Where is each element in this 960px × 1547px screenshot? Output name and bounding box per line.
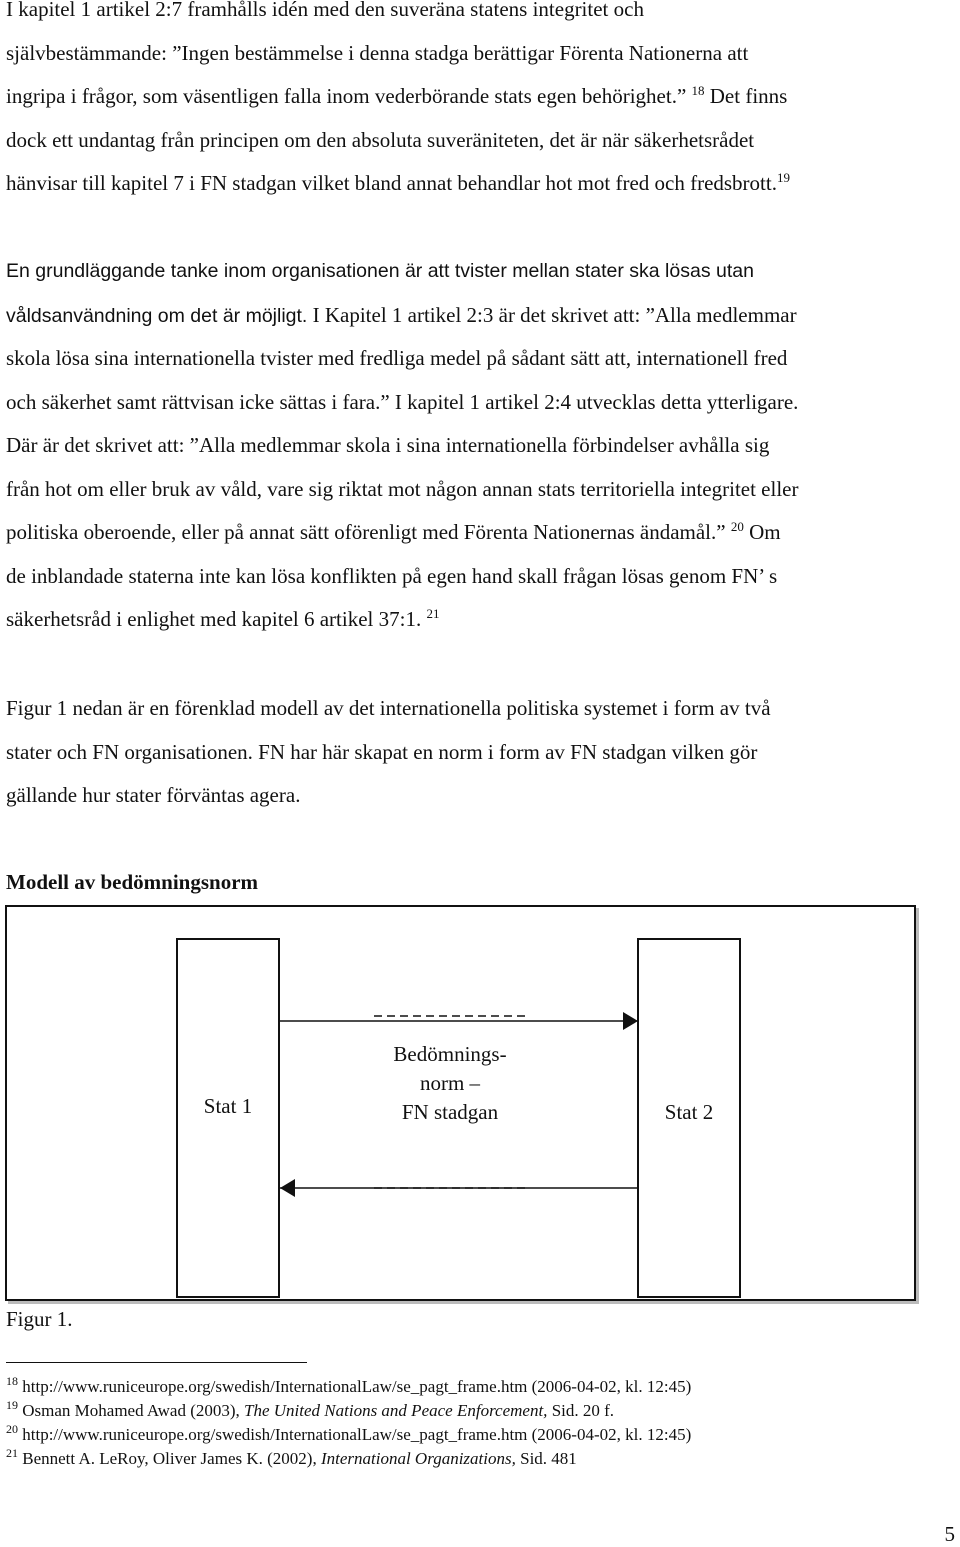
footnote-ref-20[interactable]: 20 xyxy=(730,519,744,534)
text-line xyxy=(6,75,958,119)
footnote-number: 18 xyxy=(6,1374,18,1388)
text-line xyxy=(6,598,958,642)
footnote-ref-19[interactable]: 19 xyxy=(776,170,790,185)
text-line xyxy=(6,511,958,555)
norm-label xyxy=(330,1040,570,1127)
text-line: En grundläggande tanke inom organisationen är att tvister mellan stater ska lösas utan xyxy=(6,260,754,282)
footnote-21 xyxy=(6,1447,577,1471)
text-line xyxy=(6,162,958,206)
norm-line: norm – xyxy=(419,1071,481,1095)
text-line xyxy=(6,294,958,338)
text-span: säkerhetsråd i enlighet med kapitel 6 artikel 37:1. xyxy=(6,607,422,631)
text-line: Figur 1 nedan är en förenklad modell av det internationella politiska systemet i form av två xyxy=(6,696,771,720)
text-span: hänvisar till kapitel 7 i FN stadgan vilket bland annat behandlar hot mot fred och fredsbrott. xyxy=(6,171,777,195)
text-line: självbestämmande: ”Ingen bestämmelse i denna stadga berättigar Förenta Nationerna att xyxy=(6,40,749,65)
footnote-text: Sid. 481 xyxy=(515,1449,577,1468)
footnote-text: Osman Mohamed Awad (2003), xyxy=(22,1401,245,1420)
paragraph-2 xyxy=(6,250,958,642)
text-line: och säkerhet samt rättvisan icke sättas i fara.” I kapitel 1 artikel 2:4 utvecklas detta ytterligare. xyxy=(6,389,799,414)
figure-heading: Modell av bedömningsnorm xyxy=(6,870,259,894)
paragraph-1 xyxy=(6,0,958,206)
text-line: de inblandade staterna inte kan lösa konflikten på egen hand skall frågan lösas genom FN’ s xyxy=(6,563,778,588)
footnote-number: 19 xyxy=(6,1398,18,1412)
text-span: våldsanvändning om det är möjligt. xyxy=(6,304,308,327)
text-line: gällande hur stater förväntas agera. xyxy=(6,783,301,807)
footnote-link[interactable]: http://www.runiceurope.org/swedish/InternationalLaw/se_pagt_frame.htm (2006-04-02, kl. 12:45) xyxy=(22,1377,692,1396)
footnote-number: 20 xyxy=(6,1422,18,1436)
footnote-title: The United Nations and Peace Enforcement, xyxy=(244,1401,548,1420)
footnote-number: 21 xyxy=(6,1446,18,1460)
text-span: politiska oberoende, eller på annat sätt oförenligt med Förenta Nationernas ändamål.” xyxy=(6,520,726,544)
norm-line: FN stadgan xyxy=(401,1100,499,1124)
text-line: skola lösa sina internationella tvister med fredliga medel på sådant sätt att, internationell fred xyxy=(6,346,788,370)
text-span: I Kapitel 1 artikel 2:3 är det skrivet att: ”Alla medlemmar xyxy=(307,302,797,327)
footnote-link[interactable]: http://www.runiceurope.org/swedish/InternationalLaw/se_pagt_frame.htm (2006-04-02, kl. 12:45) xyxy=(22,1425,692,1444)
footnote-title: International Organizations, xyxy=(320,1449,516,1468)
text-span: Det finns xyxy=(704,84,788,108)
footnote-separator xyxy=(6,1362,307,1363)
state-1-label: Stat 1 xyxy=(203,1094,253,1118)
footnote-18 xyxy=(6,1375,691,1399)
text-line: dock ett undantag från principen om den absoluta suveräniteten, det är när säkerhetsrådet xyxy=(6,127,755,152)
text-line: stater och FN organisationen. FN har här skapat en norm i form av FN stadgan vilken gör xyxy=(6,739,758,764)
text-line: Där är det skrivet att: ”Alla medlemmar skola i sina internationella förbindelser avhålla sig xyxy=(6,433,770,457)
state-2-label: Stat 2 xyxy=(664,1100,714,1124)
page-number: 5 xyxy=(944,1522,955,1546)
footnote-19 xyxy=(6,1399,614,1423)
footnote-ref-21[interactable]: 21 xyxy=(426,606,440,621)
footnote-text: Sid. 20 f. xyxy=(547,1401,615,1420)
text-line: från hot om eller bruk av våld, vare sig riktat mot någon annan stats territoriella integritet eller xyxy=(6,476,799,501)
text-span: ingripa i frågor, som väsentligen falla inom vederbörande stats egen behörighet.” xyxy=(6,84,687,108)
norm-line: Bedömnings- xyxy=(393,1042,507,1066)
paragraph-3 xyxy=(6,687,958,818)
text-span: Om xyxy=(743,520,781,544)
footnote-text: Bennett A. LeRoy, Oliver James K. (2002), xyxy=(22,1449,321,1468)
figure-caption: Figur 1. xyxy=(6,1307,73,1331)
footnote-ref-18[interactable]: 18 xyxy=(691,83,705,98)
text-line: I kapitel 1 artikel 2:7 framhålls idén med den suveräna statens integritet och xyxy=(6,0,644,21)
footnote-20 xyxy=(6,1423,691,1447)
